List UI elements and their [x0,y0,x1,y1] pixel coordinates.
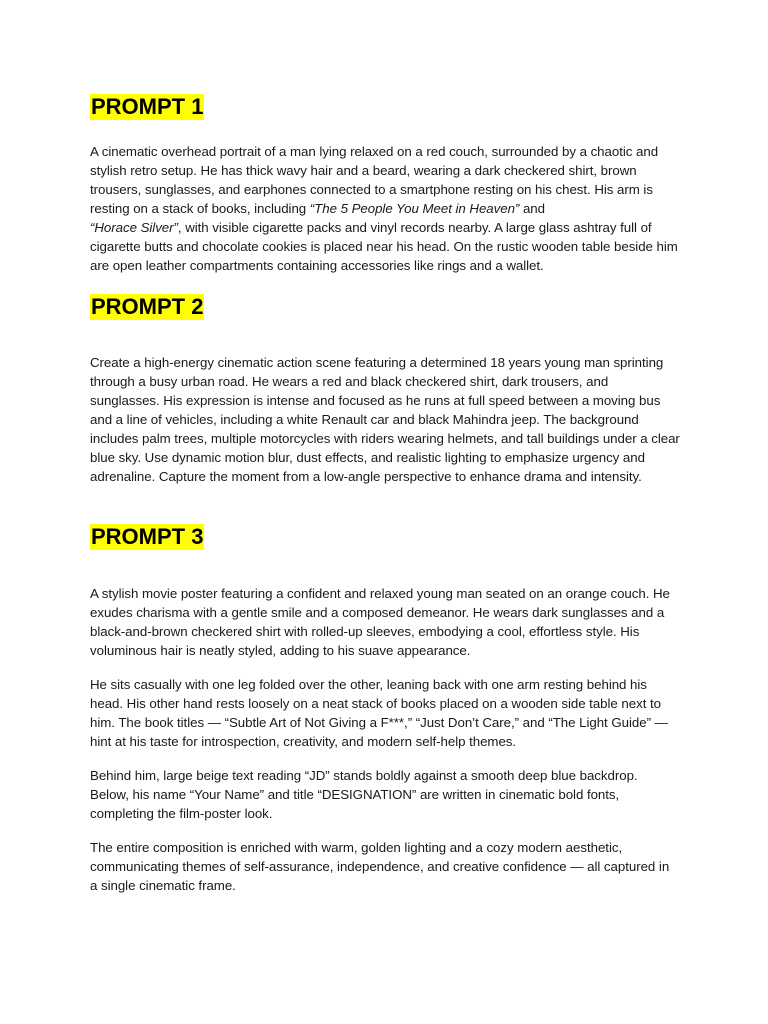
prompt-3-heading-block [90,524,680,550]
prompt-3-body [90,766,680,823]
prompt-2-heading-block [90,294,680,320]
prompt-3-heading: PROMPT 3 [91,524,204,549]
prompt-3-paragraph-2: He sits casually with one leg folded over the other, leaning back with one arm resting behind his head. His other hand rests loosely on a neat stack of books placed on a wooden side table next to him. The book titles — “Subtle Art of Not Giving a F***,” “Just Don’t Care,” and “The Light Guide” — hint at his taste for introspection, creativity, and modern self-help themes. [90,677,668,749]
prompt-3-body [90,584,680,660]
prompt-3-body [90,838,680,895]
book-title-italic: “The 5 People You Meet in Heaven” [309,201,520,216]
prompt-3-paragraph-4: The entire composition is enriched with warm, golden lighting and a cozy modern aesthetic, communicating themes of self-assurance, independence, and creative confidence — all captured in a single cinematic frame. [90,840,670,893]
prompt-3-paragraph-1: A stylish movie poster featuring a confident and relaxed young man seated on an orange couch. He exudes charisma with a gentle smile and a composed demeanor. He wears dark sunglasses and a black-and-brown checkered shirt with rolled-up sleeves, embodying a cool, effortless style. His voluminous hair is neatly styled, adding to his suave appearance. [90,586,670,658]
prompt-2-paragraph-1: Create a high-energy cinematic action scene featuring a determined 18 years young man sprinting through a busy urban road. He wears a red and black checkered shirt, dark trousers, and sunglasses. His expression is intense and focused as he runs at full speed between a moving bus and a line of vehicles, including a white Renault car and black Mahindra jeep. The background includes palm trees, multiple motorcycles with riders wearing helmets, and tall buildings under a clear blue sky. Use dynamic motion blur, dust effects, and realistic lighting to emphasize urgency and adrenaline. Capture the moment from a low-angle perspective to enhance drama and intensity. [90,355,680,484]
prompt-3-body [90,675,680,751]
prompt-1-heading-block [90,94,680,120]
prompt-1-body [90,142,680,275]
prompt-2-heading: PROMPT 2 [91,294,204,319]
text-segment: A cinematic overhead portrait of a man lying relaxed on a red couch, surrounded by a chaotic and stylish retro setup. He has thick wavy hair and a beard, wearing a dark checkered shirt, brown trousers, sunglasses, and earphones connected to a smartphone resting on his chest. His arm is resting on a stack of books, including [90,144,659,216]
prompt-1-paragraph-1 [90,142,680,275]
text-segment: , with visible cigarette packs and vinyl records nearby. A large glass ashtray full of cigarette butts and chocolate cookies is placed near his head. On the rustic wooden table beside him are open leather compartments containing accessories like rings and a wallet. [90,220,678,273]
prompt-1-heading: PROMPT 1 [91,94,204,119]
book-title-italic: “Horace Silver” [90,220,178,235]
prompt-3-paragraph-3: Behind him, large beige text reading “JD” stands boldly against a smooth deep blue backdrop. Below, his name “Your Name” and title “DESIGNATION” are written in cinematic bold fonts, completing the film-poster look. [90,768,638,821]
prompt-2-body [90,353,680,486]
text-segment: and [519,201,545,216]
